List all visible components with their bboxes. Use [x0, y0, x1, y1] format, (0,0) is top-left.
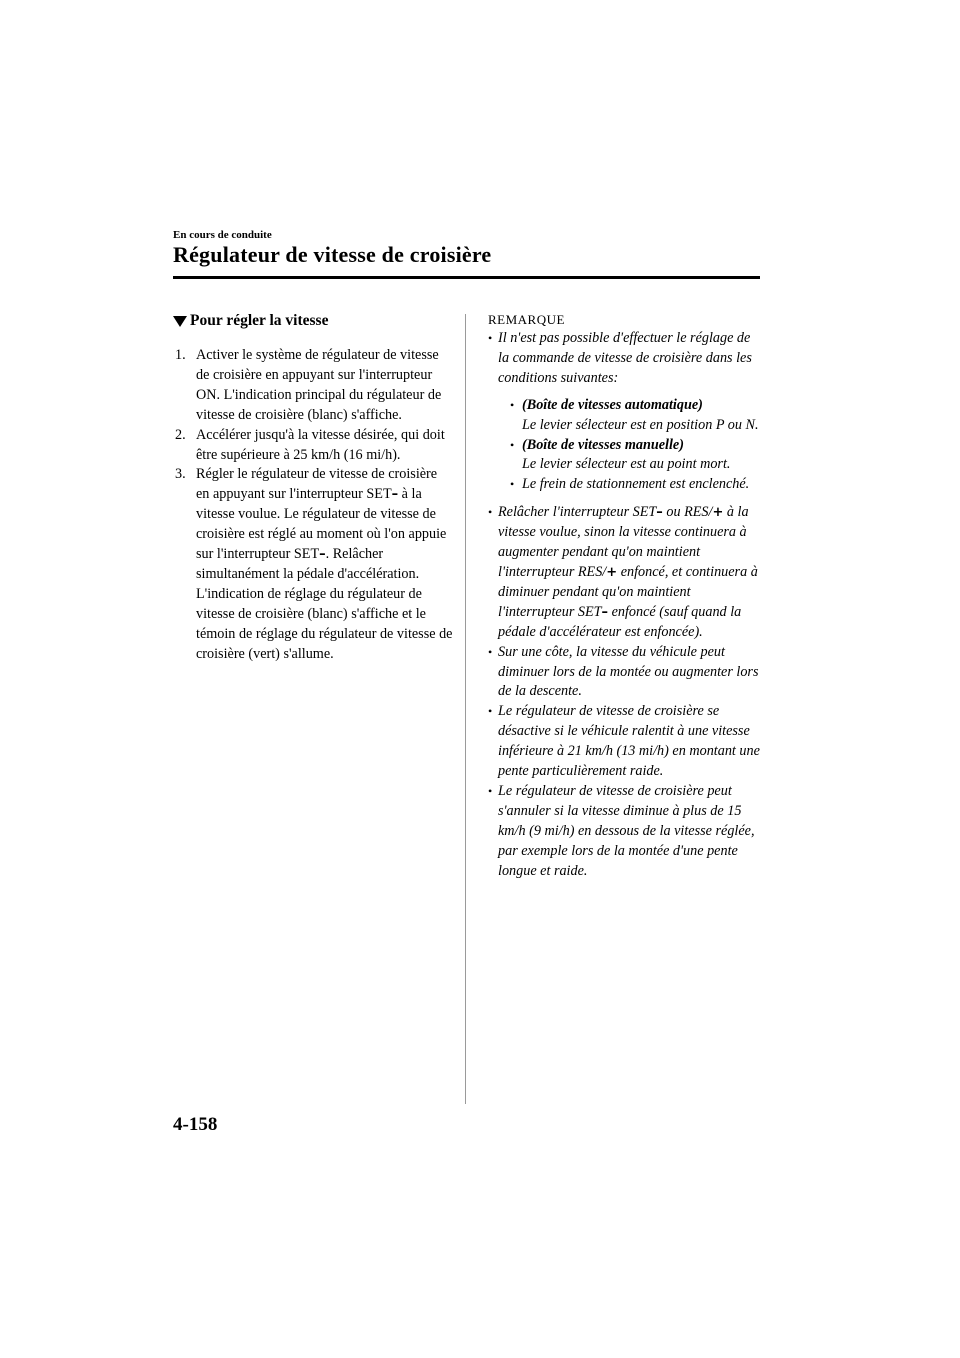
note-text-part: enfoncé (sauf quand la pédale d'accélérateur est enfoncée). — [498, 603, 742, 640]
note-text-part: à la vitesse voulue, sinon la vitesse continuera à augmenter pendant qu'on maintient l'interrupteur RES/ — [498, 504, 749, 580]
page-number: 4-158 — [173, 1114, 218, 1135]
note-bullet — [486, 702, 762, 782]
subheading-text: Pour régler la vitesse — [190, 312, 329, 329]
minus-icon: – — [601, 604, 609, 620]
step-text-part: à la vitesse voulue. Le régulateur de vitesse de croisière est réglé au moment où l'on appuie sur l'interrupteur SET — [196, 486, 447, 563]
minus-icon: – — [319, 547, 326, 563]
step-text-part: . Relâcher simultanément la pédale d'accélération. L'indication de réglage du régulateur de vitesse de croisière (blanc) s'affiche et le témoin de réglage du régulateur de vitesse de croisière (vert) s'allume. — [196, 546, 453, 662]
sub-bullet — [486, 396, 762, 436]
sub-bullet — [486, 436, 762, 476]
note-bullet — [486, 643, 762, 703]
plus-icon: + — [712, 505, 724, 521]
note-text: Il n'est pas possible d'effectuer le réglage de la commande de vitesse de croisière dans les conditions suivantes: — [498, 330, 752, 386]
right-column — [486, 312, 762, 881]
sub-bullet — [486, 475, 762, 495]
sub-bullet-heading: (Boîte de vitesses automatique) — [522, 396, 703, 413]
steps-list — [173, 346, 453, 665]
note-heading: REMARQUE — [488, 312, 565, 327]
sub-bullet-text: Le levier sélecteur est au point mort. — [522, 456, 731, 473]
subheading — [173, 312, 453, 330]
step-item — [173, 346, 453, 426]
note-bullet — [486, 503, 762, 642]
bullet-icon: • — [488, 704, 493, 719]
minus-icon: – — [391, 487, 399, 503]
note-bullets — [486, 329, 762, 881]
bullet-icon: • — [488, 505, 493, 520]
note-text-part: ou RES/ — [662, 504, 713, 521]
step-text: Activer le système de régulateur de vitesse de croisière en appuyant sur l'interrupteur ON. L'indication principal du régulateur de vitesse de croisière (blanc) s'affiche. — [196, 347, 442, 423]
note-text: Le régulateur de vitesse de croisière se désactive si le véhicule ralentit à une vitesse inférieure à 21 km/h (13 mi/h) en montant une pente particulièrement raide. — [498, 703, 760, 780]
sub-bullet-heading: (Boîte de vitesses manuelle) — [522, 436, 684, 453]
note-text-part: Relâcher l'interrupteur SET — [498, 504, 657, 521]
bullet-icon: • — [510, 397, 515, 412]
section-label: En cours de conduite — [173, 229, 272, 241]
step-item — [173, 426, 453, 466]
bullet-icon: • — [488, 783, 493, 798]
step-item — [173, 465, 453, 664]
step-text-part: Régler le régulateur de vitesse de croisière en appuyant sur l'interrupteur SET — [196, 466, 438, 503]
note-bullet — [486, 782, 762, 882]
plus-icon: + — [606, 564, 618, 580]
sub-bullets — [486, 396, 762, 496]
note-bullet — [486, 329, 762, 495]
note-text: Le régulateur de vitesse de croisière peut s'annuler si la vitesse diminue à plus de 15 km/h (9 mi/h) en dessous de la vitesse réglée, par exemple lors de la montée d'une pente longue et raide. — [498, 782, 755, 879]
step-number: 2. — [175, 426, 186, 443]
minus-icon: – — [656, 505, 663, 521]
sub-bullet-text: Le levier sélecteur est en position P ou N. — [522, 416, 759, 433]
sub-bullet-text: Le frein de stationnement est enclenché. — [522, 476, 750, 493]
page-title: Régulateur de vitesse de croisière — [173, 242, 492, 267]
bullet-icon: • — [488, 331, 493, 345]
bullet-icon: • — [488, 644, 493, 659]
column-divider — [465, 314, 466, 1104]
note-text: Sur une côte, la vitesse du véhicule peut diminuer lors de la montée ou augmenter lors de la descente. — [498, 643, 759, 700]
bullet-icon: • — [510, 437, 515, 452]
step-text: Accélérer jusqu'à la vitesse désirée, qui doit être supérieure à 25 km/h (16 mi/h). — [196, 426, 445, 463]
bullet-icon: • — [510, 477, 515, 492]
step-number: 3. — [175, 466, 186, 483]
note-text-part: enfoncé, et continuera à diminuer pendant qu'on maintient l'interrupteur SET — [498, 563, 758, 620]
step-number: 1. — [175, 347, 186, 363]
title-rule — [173, 276, 760, 279]
triangle-down-icon — [173, 316, 187, 327]
left-column — [173, 312, 453, 665]
